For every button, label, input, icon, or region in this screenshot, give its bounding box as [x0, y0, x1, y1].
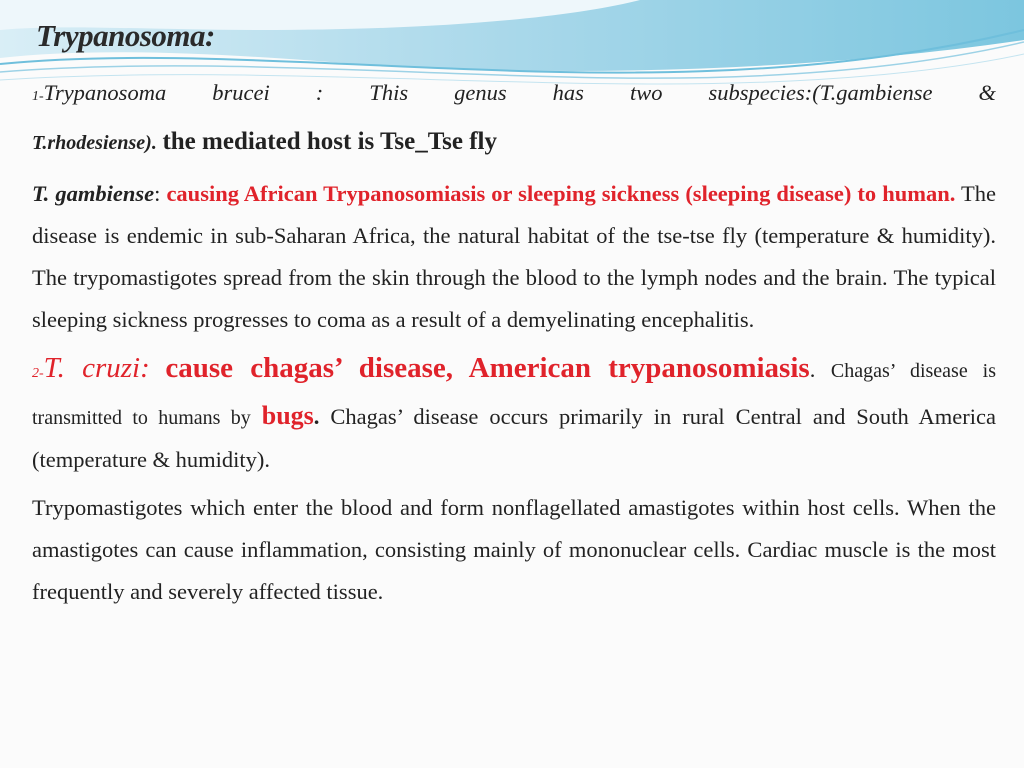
paragraph-cruzi [32, 347, 996, 481]
paragraph-brucei [32, 72, 996, 118]
slide-title: Trypanosoma: [36, 18, 215, 53]
gambiense-name: T. gambiense [32, 181, 155, 206]
period: . [809, 357, 816, 382]
item-number: 1- [32, 89, 44, 104]
bugs-label: bugs [261, 401, 314, 430]
cruzi-transmission: Chagas’ disease is transmitted to humans by [32, 360, 997, 429]
cruzi-distribution: Chagas’ disease occurs primarily in rural Central and South America (temperature & humidity). [32, 404, 996, 472]
rhodesiense-name: T.rhodesiense). [32, 132, 157, 154]
cruzi-name: T. cruzi: [43, 352, 150, 384]
gambiense-disease: causing African Trypanosomiasis or sleeping sickness (sleeping disease) to human. [166, 181, 956, 206]
brucei-intro: Trypanosoma brucei : This genus has two subspecies:(T.gambiense & [43, 80, 996, 105]
cruzi-disease: cause chagas’ disease, American trypanosomiasis [165, 352, 810, 384]
paragraph-brucei-cont [32, 118, 996, 167]
colon: : [154, 181, 161, 206]
slide-body [32, 72, 996, 613]
trypomastigotes-description: Trypomastigotes which enter the blood and form nonflagellated amastigotes within host cells. When the amastigotes can cause inflammation, consisting mainly of mononuclear cells. Cardiac muscle is the most frequently and severely affected tissue. [32, 495, 996, 604]
paragraph-trypomastigotes [32, 487, 996, 613]
paragraph-gambiense [32, 173, 996, 341]
period-2: . [313, 404, 320, 429]
item-number-2: 2- [32, 366, 44, 381]
gambiense-description: The disease is endemic in sub-Saharan Africa, the natural habitat of the tse-tse fly (temperature & humidity). The trypomastigotes spread from the skin through the blood to the lymph nodes and the brain. The typical sleeping sickness progresses to coma as a result of a demyelinating encephalitis. [32, 181, 997, 332]
host-statement: the mediated host is Tse_Tse fly [162, 128, 497, 155]
